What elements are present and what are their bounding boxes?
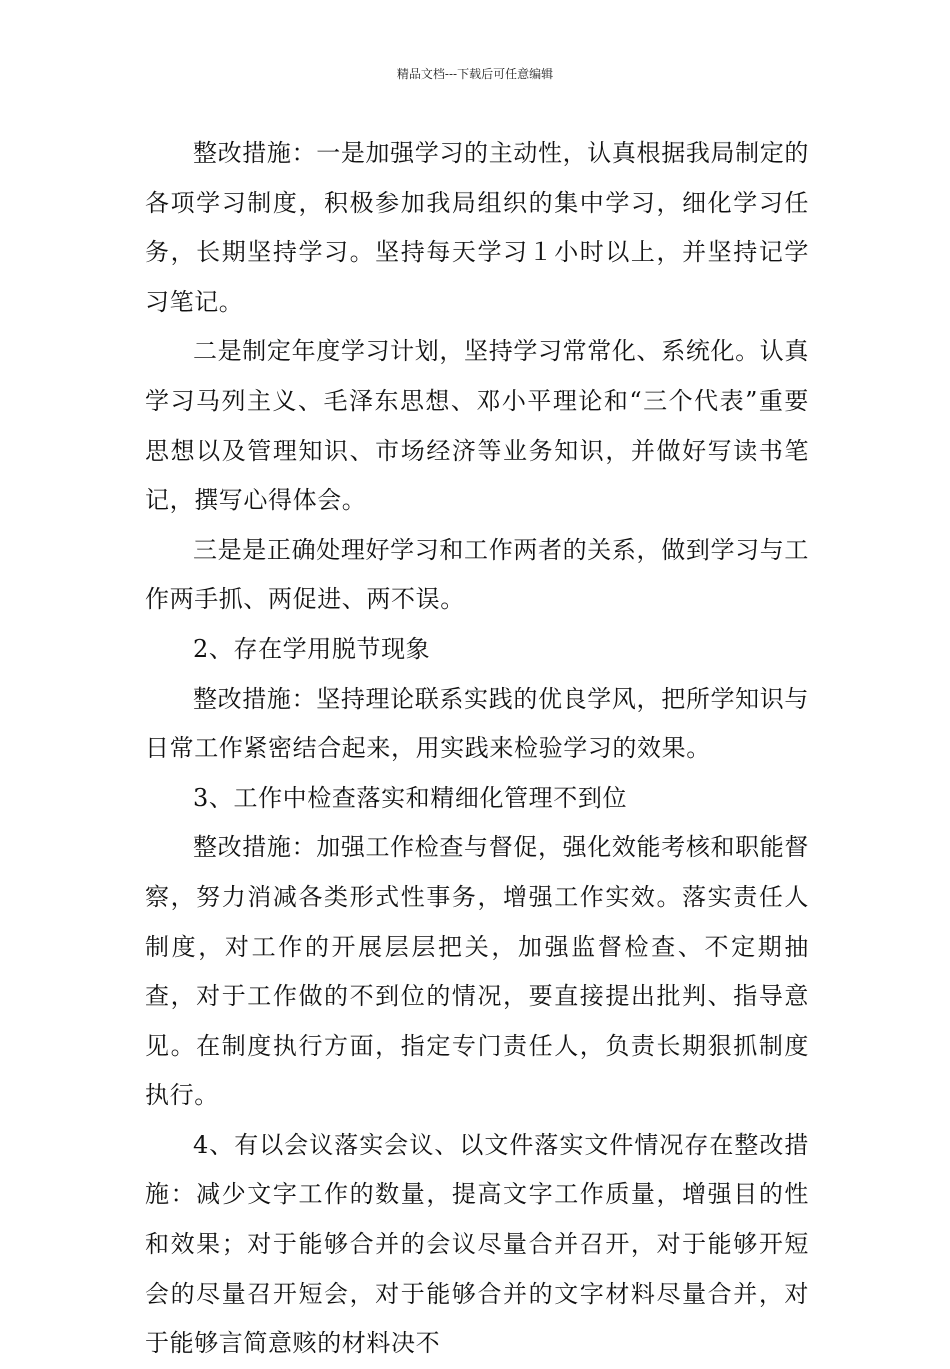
- paragraph-study-work-balance: 三是是正确处理好学习和工作两者的关系，做到学习与工作两手抓、两促进、两不误。: [145, 535, 809, 614]
- paragraph-rectification-theory-practice: 整改措施：坚持理论联系实践的优良学风，把所学知识与日常工作紧密结合起来，用实践来检验学习的效果。: [145, 684, 809, 763]
- paragraph-rectification-supervision: 整改措施：加强工作检查与督促，强化效能考核和职能督察，努力消减各类形式性事务，增强工作实效。落实责任人制度，对工作的开展层层把关，加强监督检查、不定期抽查，对于工作做的不到位的情况，要直接提出批判、指导意见。在制度执行方面，指定专门责任人，负责长期狠抓制度执行。: [145, 833, 809, 1110]
- paragraph-annual-study-plan: 二是制定年度学习计划，坚持学习常常化、系统化。认真学习马列主义、毛泽东思想、邓小平理论和“三个代表”重要思想以及管理知识、市场经济等业务知识，并做好写读书笔记，撰写心得体会。: [145, 337, 809, 515]
- page-header: 精品文档---下载后可任意编辑: [396, 67, 554, 81]
- section-heading-2: 2、存在学用脱节现象: [193, 634, 431, 663]
- paragraph-section-4-meetings-documents: 4、有以会议落实会议、以文件落实文件情况存在整改措施：减少文字工作的数量，提高文字工作质量，增强目的性和效果；对于能够合并的会议尽量合并召开，对于能够开短会的尽量召开短会，对于能够合并的文字材料尽量合并，对于能够言简意赅的材料决不: [145, 1130, 809, 1358]
- section-heading-3: 3、工作中检查落实和精细化管理不到位: [193, 783, 628, 812]
- paragraph-rectification-study-initiative: 整改措施：一是加强学习的主动性，认真根据我局制定的各项学习制度，积极参加我局组织的集中学习，细化学习任务，长期坚持学习。坚持每天学习１小时以上，并坚持记学习笔记。: [145, 139, 809, 316]
- document-body: [145, 129, 809, 1369]
